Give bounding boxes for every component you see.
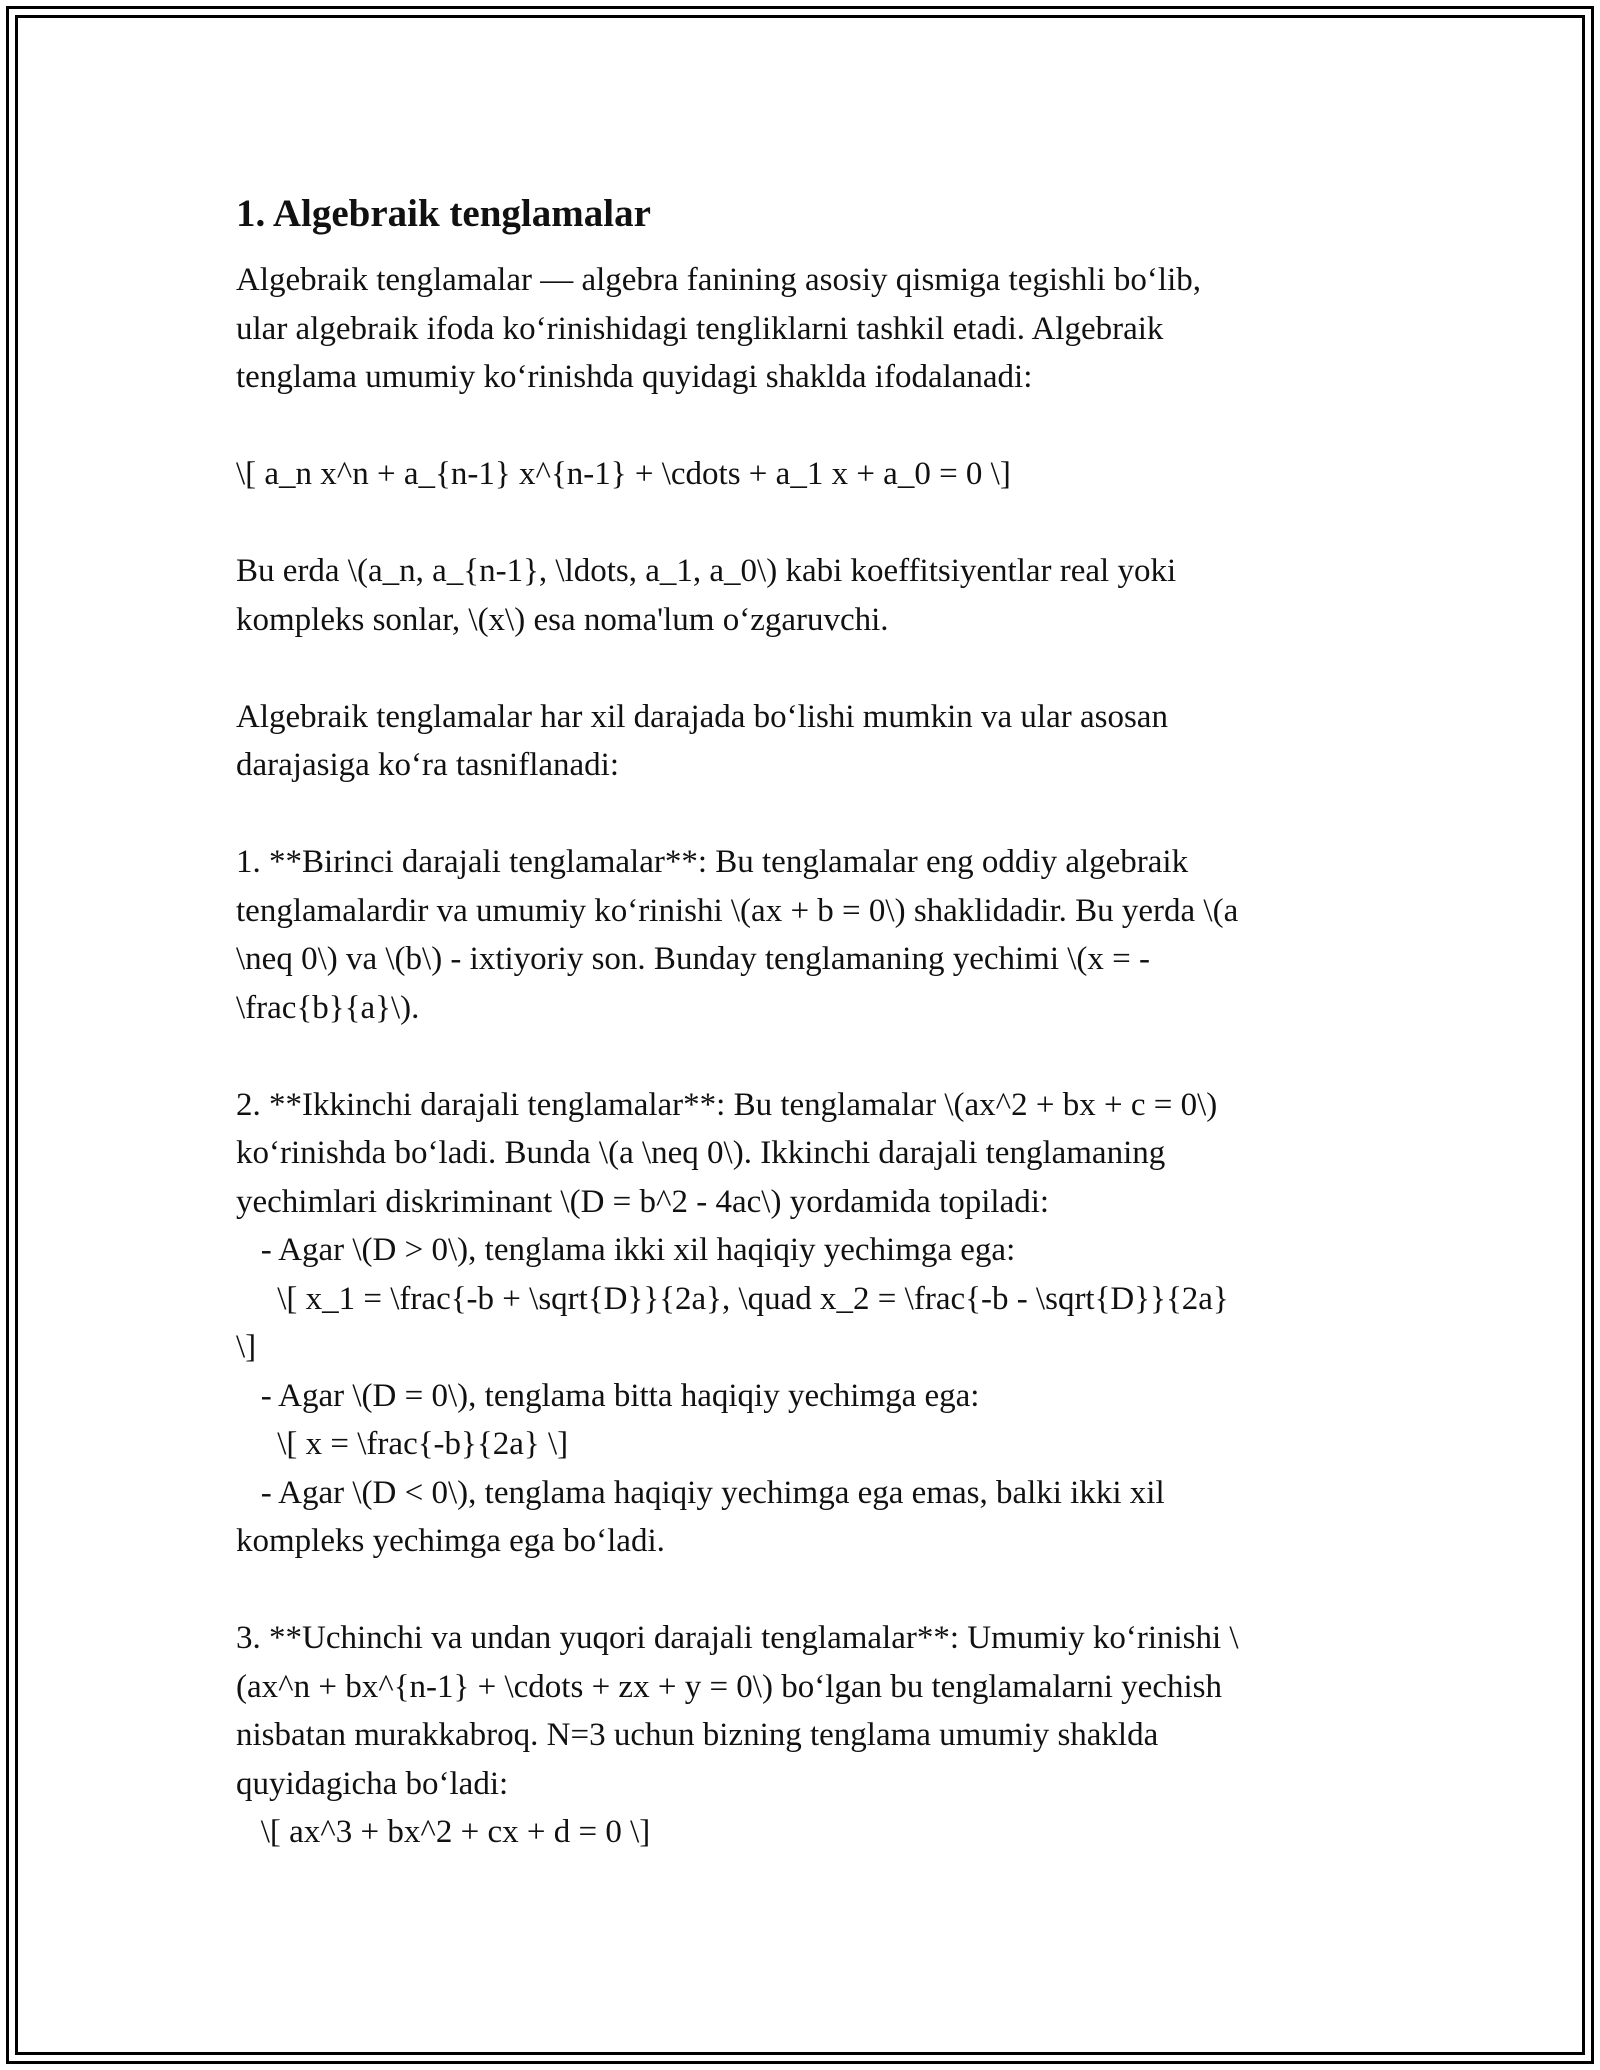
text-line: Bu erda \(a_n, a_{n-1}, \ldots, a_1, a_0\) kabi koeffitsiyentlar real yoki: [236, 553, 1177, 589]
intro-paragraph: [236, 256, 1366, 402]
document-content: [236, 186, 1366, 1905]
text-line: nisbatan murakkabroq. N=3 uchun bizning tenglama umumiy shaklda: [236, 1717, 1159, 1753]
text-line: ko‘rinishda bo‘ladi. Bunda \(a \neq 0\). Ikkinchi darajali tenglamaning: [236, 1135, 1166, 1171]
section-heading: 1. Algebraik tenglamalar: [236, 192, 651, 235]
text-line: ular algebraik ifoda ko‘rinishidagi tengliklarni tashkil etadi. Algebraik: [236, 310, 1164, 347]
text-line: \frac{b}{a}\).: [236, 989, 420, 1026]
text-line: 2. **Ikkinchi darajali tenglamalar**: Bu tenglamalar \(ax^2 + bx + c = 0\): [236, 1086, 1218, 1123]
text-line: kompleks sonlar, \(x\) esa noma'lum o‘zgaruvchi.: [236, 601, 889, 638]
text-line: tenglama umumiy ko‘rinishda quyidagi shaklda ifodalanadi:: [236, 359, 1033, 395]
text-line: darajasiga ko‘ra tasniflanadi:: [236, 747, 619, 783]
general-formula: [236, 450, 1366, 499]
text-line: - Agar \(D = 0\), tenglama bitta haqiqiy yechimga ega:: [236, 1377, 980, 1414]
list-item-first-degree: [236, 838, 1366, 1032]
text-line: (ax^n + bx^{n-1} + \cdots + zx + y = 0\) bo‘lgan bu tenglamalarni yechish: [236, 1668, 1222, 1705]
formula-line: \[ x = \frac{-b}{2a} \]: [236, 1426, 569, 1462]
text-line: tenglamalardir va umumiy ko‘rinishi \(ax + b = 0\) shaklidadir. Bu yerda \(a: [236, 892, 1239, 929]
text-line: 1. **Birinci darajali tenglamalar**: Bu tenglamalar eng oddiy algebraik: [236, 844, 1189, 880]
text-line: - Agar \(D > 0\), tenglama ikki xil haqiqiy yechimga ega:: [236, 1232, 1016, 1268]
text-line: \neq 0\) va \(b\) - ixtiyoriy son. Bunday tenglamaning yechimi \(x = -: [236, 941, 1151, 977]
text-line: 3. **Uchinchi va undan yuqori darajali tenglamalar**: Umumiy ko‘rinishi \: [236, 1620, 1239, 1656]
list-item-higher-degree: [236, 1614, 1366, 1857]
text-line: kompleks yechimga ega bo‘ladi.: [236, 1523, 665, 1559]
text-line: yechimlari diskriminant \(D = b^2 - 4ac\) yordamida topiladi:: [236, 1183, 1050, 1220]
formula-line: \[ ax^3 + bx^2 + cx + d = 0 \]: [236, 1814, 651, 1850]
text-line: Algebraik tenglamalar har xil darajada bo‘lishi mumkin va ular asosan: [236, 698, 1168, 735]
formula-line: \]: [236, 1329, 257, 1365]
list-item-second-degree: [236, 1081, 1366, 1566]
text-line: Algebraik tenglamalar — algebra fanining asosiy qismiga tegishli bo‘lib,: [236, 262, 1202, 298]
formula-line: \[ x_1 = \frac{-b + \sqrt{D}}{2a}, \quad x_2 = \frac{-b - \sqrt{D}}{2a}: [236, 1280, 1229, 1317]
formula-line: \[ a_n x^n + a_{n-1} x^{n-1} + \cdots + a_1 x + a_0 = 0 \]: [236, 456, 1011, 492]
text-line: - Agar \(D < 0\), tenglama haqiqiy yechimga ega emas, balki ikki xil: [236, 1474, 1165, 1511]
classification-paragraph: [236, 693, 1366, 790]
coefficients-paragraph: [236, 547, 1366, 644]
text-line: quyidagicha bo‘ladi:: [236, 1765, 509, 1802]
